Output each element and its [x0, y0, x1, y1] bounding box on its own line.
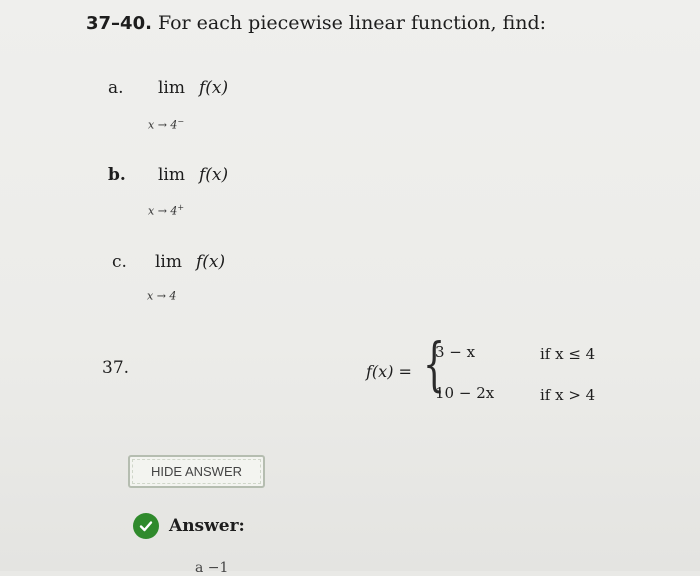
- exercise-instruction: For each piecewise linear function, find:: [151, 12, 547, 34]
- part-b-subscript: [148, 203, 184, 218]
- approach-value: x → 4: [147, 289, 177, 303]
- function-definition-lhs: f(x) =: [366, 362, 412, 381]
- part-c-letter: c.: [112, 252, 127, 272]
- problem-number: 37.: [102, 358, 130, 378]
- case-2-expression: 10 − 2x: [435, 384, 495, 402]
- function-expr: f(x): [196, 252, 226, 272]
- answer-row: [133, 513, 245, 539]
- exercise-heading: [86, 12, 546, 34]
- exercise-range: 37–40.: [86, 13, 152, 34]
- approach-value: x → 4: [148, 204, 178, 218]
- lim-operator: lim: [158, 78, 185, 98]
- case-1-expression: 3 − x: [435, 343, 476, 361]
- lim-operator: lim: [158, 165, 185, 185]
- function-expr: f(x): [199, 165, 229, 185]
- approach-value: x → 4: [148, 118, 178, 132]
- case-2-condition: if x > 4: [540, 386, 596, 404]
- lim-operator: lim: [155, 252, 182, 272]
- part-b-letter: b.: [108, 165, 126, 185]
- function-expr: f(x): [199, 78, 229, 98]
- part-a-subscript: [148, 117, 184, 132]
- part-c-subscript: [147, 288, 176, 303]
- piecewise-brace: {: [423, 330, 446, 398]
- check-circle-icon: [133, 513, 159, 539]
- answer-partial-text: a −1: [195, 560, 229, 576]
- hide-answer-button[interactable]: HIDE ANSWER: [128, 455, 265, 488]
- part-a-letter: a.: [108, 78, 124, 98]
- part-a-limit: [158, 78, 228, 98]
- part-b-limit: [158, 165, 228, 185]
- case-1-condition: if x ≤ 4: [540, 345, 596, 363]
- approach-direction: −: [177, 117, 185, 126]
- part-c-limit: [155, 252, 225, 272]
- approach-direction: +: [177, 203, 185, 212]
- answer-label: Answer:: [169, 516, 245, 536]
